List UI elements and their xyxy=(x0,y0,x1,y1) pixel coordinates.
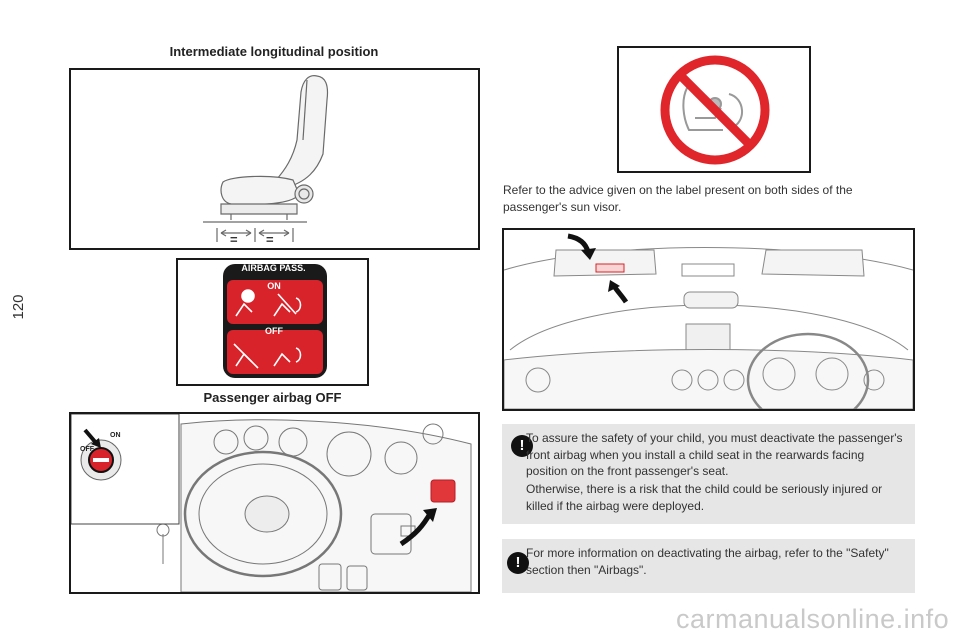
airbag-panel-drawing xyxy=(178,260,367,384)
sunvisor-advice-text: Refer to the advice given on the label present on both sides of the passenger's sun visor. xyxy=(503,183,853,214)
child-safety-warning-box xyxy=(502,424,915,524)
exclamation-icon: ! xyxy=(507,552,529,574)
seat-mark-left: = xyxy=(230,232,238,247)
watermark: carmanualsonline.info xyxy=(676,604,950,634)
prohibition-drawing xyxy=(619,48,809,171)
airbag-info-text: For more information on deactivating the airbag, refer to the "Safety" section then "Airbags". xyxy=(526,546,889,577)
heading-seat-position: Intermediate longitudinal position xyxy=(169,44,379,59)
dashboard-drawing xyxy=(71,414,478,592)
sunvisor-illustration xyxy=(502,228,915,411)
warning-para-2: Otherwise, there is a risk that the child could be seriously injured or killed if the airbag were deployed. xyxy=(526,482,883,513)
seat-drawing xyxy=(71,70,478,248)
dashboard-switch-illustration xyxy=(69,412,480,594)
switch-on-label: ON xyxy=(110,432,121,439)
airbag-pass-header: AIRBAG PASS. xyxy=(241,263,306,273)
warning-para-1: To assure the safety of your child, you must deactivate the passenger's front airbag when you install a child seat in the rearwards facing position on the front passenger's seat. xyxy=(526,431,903,478)
airbag-on-label: ON xyxy=(267,281,281,291)
page-number: 120 xyxy=(10,294,27,320)
caption-airbag-off: Passenger airbag OFF xyxy=(203,390,342,405)
airbag-info-box xyxy=(502,539,915,593)
no-rear-facing-seat-label xyxy=(617,46,811,173)
airbag-panel-illustration xyxy=(176,258,369,386)
switch-off-label: OFF xyxy=(80,446,94,453)
exclamation-icon: ! xyxy=(511,435,533,457)
seat-position-illustration xyxy=(69,68,480,250)
seat-mark-right: = xyxy=(266,232,274,247)
airbag-off-label: OFF xyxy=(265,326,283,336)
cabin-drawing xyxy=(504,230,913,409)
